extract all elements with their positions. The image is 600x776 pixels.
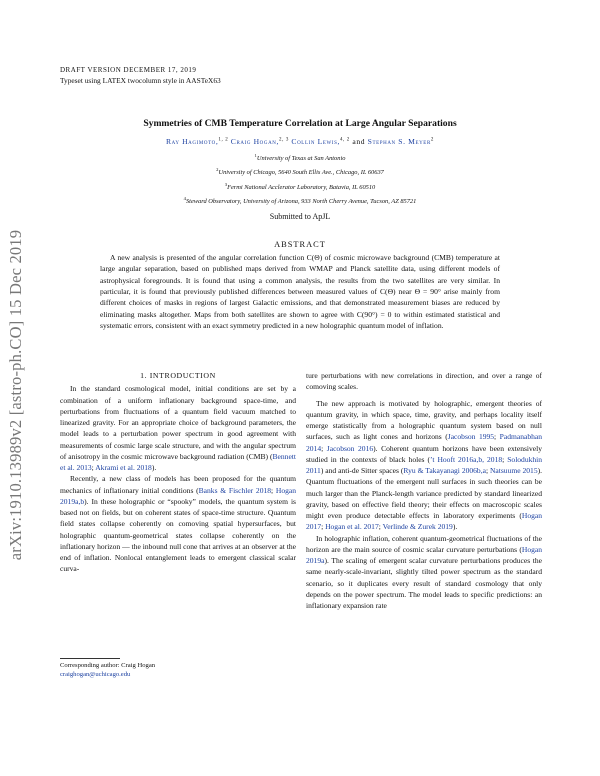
citation-link[interactable]: Hogan 2019a,b xyxy=(60,485,296,506)
intro-paragraph-1 xyxy=(60,383,296,473)
paragraph-text: ). The scaling of emergent scalar curvature perturbations produces the same nearly-scale-invariant, slightly tilted power spectrum as the standard scenario, so it duplicates every result of standard cosmology that only depends on the power spectrum. The model leads to specific predictions: an inflationary expansion rate xyxy=(306,556,542,610)
author-name[interactable]: Collin Lewis, xyxy=(288,137,340,146)
author-name[interactable]: Ray Hagimoto, xyxy=(165,137,219,146)
author-name[interactable]: Craig Hogan, xyxy=(228,137,280,146)
citation-link[interactable]: Banks & Fischler 2018 xyxy=(198,485,272,495)
paragraph-text: ; xyxy=(91,463,96,472)
paragraph-text: ). xyxy=(151,463,157,472)
paper-title: Symmetries of CMB Temperature Correlation at Large Angular Separations xyxy=(143,118,457,129)
citation-link[interactable]: Akrami et al. 2018 xyxy=(95,463,152,472)
citation-link[interactable]: Bennett et al. 2013 xyxy=(60,451,296,472)
affiliation-line xyxy=(60,193,540,207)
paragraph-text: ; xyxy=(494,432,500,442)
intro-paragraph-3 xyxy=(306,398,542,533)
abstract-heading: ABSTRACT xyxy=(274,240,326,249)
affiliation-text: University of Texas at San Antonio xyxy=(256,155,346,163)
affiliation-number: 3 xyxy=(224,181,228,187)
paragraph-text: ). In these holographic or “spooky” models, the quantum system is based not on fields, but on coherent states of space-time structure. Quantum field states collapse coherently on comoving spatial hypersurfaces, but holographic quantum-geometrical states collapse coherently on the inflationary horizon — the inbound null cone that arrives at an observer at the end of inflation. Nonlocal entanglement leads to emergent classical scalar curva- xyxy=(60,496,296,574)
author-name[interactable]: Stephan S. Meyer xyxy=(367,137,431,146)
submitted-note: Submitted to ApJL xyxy=(269,212,331,221)
citation-link[interactable]: Hogan 2019a xyxy=(306,544,542,565)
citation-link[interactable]: Hogan et al. 2017 xyxy=(325,522,379,532)
affiliation-line xyxy=(60,164,540,178)
citation-link[interactable]: ’t Hooft 2016a,b, 2018 xyxy=(430,454,503,464)
citation-link[interactable]: Padmanabhan 2014 xyxy=(306,432,543,453)
intro-paragraph-continued xyxy=(306,370,542,393)
arxiv-stamp xyxy=(4,175,28,615)
paragraph-text: Recently, a new class of models has been proposed for the quantum mechanics of inflationary initial conditions ( xyxy=(60,474,296,495)
affiliation-text: Steward Observatory, University of Arizona, 933 North Cherry Avenue, Tucson, AZ 85721 xyxy=(185,198,417,206)
paragraph-text: In the standard cosmological model, initial conditions are set by a combination of a uniform inflationary background space-time, and perturbations from fluctuations of a quantum field vacuum matched to linearized gravity. For an appropriate choice of background parameters, the model leads to a perturbation power spectrum in good agreement with measurements of cosmic large scale structure, and with the angular spectrum of anisotropy in the cosmic microwave background radiation (CMB) ( xyxy=(60,384,296,461)
paragraph-text: ; xyxy=(321,443,327,453)
footnote-rule xyxy=(60,658,120,659)
left-column xyxy=(60,370,296,575)
typeset-note: Typeset using LATEX twocolumn style in AASTeX63 xyxy=(60,76,221,85)
citation-link[interactable]: Ryu & Takayanagi 2006b,a xyxy=(403,466,486,475)
paragraph-text: The new approach is motivated by holographic, emergent theories of quantum gravity, in which space, time, gravity, and perhaps locality itself emerge statistically from a holographic quantum system based on null surfaces, such as light cones and horizons ( xyxy=(306,398,542,442)
intro-paragraph-2 xyxy=(60,473,296,574)
paragraph-text: ) and anti-de Sitter spaces ( xyxy=(320,466,404,475)
footnote xyxy=(60,658,296,680)
paragraph-text: In holographic inflation, coherent quantum-geometrical fluctuations of the horizon are the main source of cosmic scalar curvature perturbations ( xyxy=(306,533,542,554)
paragraph-text: ; xyxy=(321,522,326,532)
affiliation-number: 4 xyxy=(183,195,186,201)
paragraph-text: ). Quantum fluctuations of the emergent null surfaces in such theories can be much larger than the Planck-length variance predicted by standard linearized gravity, based on effective field theory; their effects on macroscopic scales might even produce detectable effects in laboratory experiments ( xyxy=(306,466,542,520)
affiliation-line xyxy=(60,150,540,164)
author-affiliation-marker: 2, 3 xyxy=(279,137,289,143)
section-heading-introduction: 1. INTRODUCTION xyxy=(140,371,216,380)
paragraph-text: ture perturbations with new correlations in direction, and over a range of comoving scales. xyxy=(306,371,542,392)
citation-link[interactable]: Jacobson 1995 xyxy=(447,432,495,442)
paragraph-text: ). xyxy=(452,522,458,532)
author-conjunction: and xyxy=(349,137,368,146)
citation-link[interactable]: Natsuume 2015 xyxy=(489,466,538,475)
author-affiliation-marker: 4, 2 xyxy=(339,137,350,143)
paragraph-text: ; xyxy=(502,454,508,464)
affiliation-number: 1 xyxy=(254,153,257,158)
paragraph-text: ; xyxy=(485,466,490,475)
author-list xyxy=(60,137,540,146)
affiliation-number: 2 xyxy=(216,167,219,173)
abstract-text: A new analysis is presented of the angular correlation function C(Θ) of cosmic microwave background (CMB) temperature at large angular separation, based on published maps derived from WMAP and Planck satellite data, using different models of astrophysical foregrounds. It is found that using a common analysis, the results from the two satellites are very similar. In particular, it is found that previously published differences between measured values of C(Θ) near Θ = 90° arise mainly from different choices of masks in regions of largest Galactic emissions, and that demonstrated measurement biases are reduced by eliminating masks altogether. Maps from both satellites are shown to agree with C(90°) = 0 to within estimated statistical and systematic errors, consistent with an exact symmetry predicted in a new holographic quantum model of inflation. xyxy=(100,253,500,331)
affiliation-text: University of Chicago, 5640 South Ellis Ave., Chicago, IL 60637 xyxy=(218,169,384,177)
corresponding-author: Corresponding author: Craig Hogan xyxy=(60,662,156,669)
author-affiliation-marker: 1, 2 xyxy=(218,137,229,143)
right-column xyxy=(306,370,542,611)
citation-link[interactable]: Solodukhin 2011 xyxy=(306,454,543,475)
intro-paragraph-4 xyxy=(306,533,542,612)
paragraph-text: ; xyxy=(271,485,276,495)
affiliations xyxy=(60,150,540,207)
citation-link[interactable]: Verlinde & Zurek 2019 xyxy=(382,522,453,532)
author-email-link[interactable]: craighogan@uchicago.edu xyxy=(60,671,131,679)
arxiv-id[interactable]: arXiv:1910.13989v2 [astro-ph.CO] 15 Dec 2019 xyxy=(6,229,25,561)
affiliation-line xyxy=(60,179,540,193)
paragraph-text: ). Coherent quantum horizons have been extensively studied in the contexts of black holes ( xyxy=(306,443,542,464)
affiliation-text: Fermi National Acclerator Laboratory, Batavia, IL 60510 xyxy=(227,183,376,191)
paragraph-text: ; xyxy=(378,522,383,532)
citation-link[interactable]: Jacobson 2016 xyxy=(326,443,374,453)
draft-version: DRAFT VERSION DECEMBER 17, 2019 xyxy=(60,66,197,74)
author-affiliation-marker: 2 xyxy=(430,137,435,143)
citation-link[interactable]: Hogan 2017 xyxy=(306,511,542,532)
